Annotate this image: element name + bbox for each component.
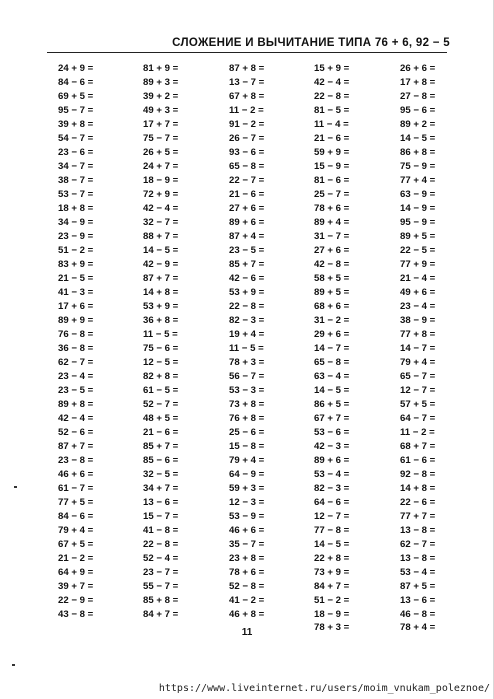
exercise-item: 76 + 8 = [229, 413, 265, 424]
exercise-item: 78 + 3 = [314, 622, 350, 633]
exercise-item: 95 − 9 = [400, 217, 436, 228]
exercise-item: 62 − 7 = [58, 357, 94, 368]
exercise-item: 14 − 5 = [314, 539, 350, 550]
exercise-item: 65 − 7 = [400, 371, 436, 382]
exercise-row [0, 426, 494, 439]
exercise-item: 48 + 5 = [143, 413, 179, 424]
exercise-item: 17 + 6 = [58, 301, 94, 312]
exercise-item: 53 + 9 = [229, 287, 265, 298]
exercise-row [0, 202, 494, 215]
exercise-item: 21 − 6 = [314, 133, 350, 144]
exercise-item: 56 − 7 = [229, 371, 265, 382]
exercise-item: 53 − 6 = [314, 427, 350, 438]
exercise-item: 18 + 8 = [58, 203, 94, 214]
exercise-item: 12 − 3 = [229, 497, 265, 508]
exercise-item: 42 − 4 = [143, 203, 179, 214]
title-underline [47, 52, 447, 53]
exercise-item: 23 − 4 = [400, 301, 436, 312]
exercise-item: 46 − 8 = [400, 609, 436, 620]
exercise-item: 11 − 2 = [400, 427, 435, 438]
exercise-item: 78 + 3 = [229, 357, 265, 368]
exercise-row [0, 174, 494, 187]
exercise-item: 81 + 9 = [143, 63, 179, 74]
exercise-item: 14 − 7 = [314, 343, 350, 354]
exercise-row [0, 118, 494, 131]
exercise-item: 21 − 4 = [400, 273, 436, 284]
exercise-item: 22 − 8 = [229, 301, 265, 312]
exercise-row [0, 328, 494, 341]
exercise-item: 85 + 7 = [229, 259, 265, 270]
exercise-item: 95 − 6 = [400, 105, 436, 116]
exercise-item: 68 + 6 = [314, 301, 350, 312]
exercise-item: 85 + 7 = [143, 441, 179, 452]
exercise-item: 13 − 6 = [400, 595, 436, 606]
exercise-item: 23 − 7 = [143, 567, 179, 578]
exercise-item: 89 + 5 = [400, 231, 436, 242]
exercise-item: 59 + 3 = [229, 483, 265, 494]
exercise-item: 14 + 8 = [400, 483, 436, 494]
exercise-item: 72 + 9 = [143, 189, 179, 200]
exercise-item: 85 − 6 = [143, 455, 179, 466]
exercise-item: 31 − 2 = [314, 315, 350, 326]
exercise-item: 46 + 6 = [58, 469, 94, 480]
exercise-item: 23 − 4 = [58, 371, 94, 382]
exercise-item: 55 − 7 = [143, 581, 179, 592]
exercise-row [0, 510, 494, 523]
exercise-item: 23 − 6 = [58, 147, 94, 158]
exercise-item: 65 − 8 = [229, 161, 265, 172]
scan-speck [14, 486, 17, 488]
exercise-item: 53 − 9 = [229, 511, 265, 522]
exercise-item: 23 − 5 = [229, 245, 265, 256]
exercise-row [0, 258, 494, 271]
exercise-item: 46 + 8 = [229, 609, 265, 620]
exercise-item: 22 − 9 = [58, 595, 94, 606]
exercise-item: 36 − 8 = [58, 343, 94, 354]
exercise-item: 41 − 8 = [143, 525, 179, 536]
exercise-row [0, 538, 494, 551]
exercise-item: 43 − 8 = [58, 609, 94, 620]
exercise-item: 34 + 7 = [143, 483, 179, 494]
exercise-item: 58 + 5 = [314, 273, 350, 284]
exercise-item: 23 − 5 = [58, 385, 94, 396]
exercise-item: 39 + 7 = [58, 581, 94, 592]
exercise-row [0, 76, 494, 89]
exercise-item: 89 + 4 = [314, 217, 350, 228]
exercise-item: 42 − 9 = [143, 259, 179, 270]
exercise-item: 53 − 4 = [314, 469, 350, 480]
exercise-item: 26 + 5 = [143, 147, 179, 158]
exercise-item: 32 − 7 = [143, 217, 179, 228]
exercise-item: 29 + 6 = [314, 329, 350, 340]
exercise-item: 49 + 6 = [400, 287, 436, 298]
exercise-item: 89 + 2 = [400, 119, 436, 130]
exercise-item: 81 − 5 = [314, 105, 350, 116]
exercise-item: 41 − 3 = [58, 287, 94, 298]
exercise-item: 78 + 4 = [400, 622, 436, 633]
exercise-item: 21 − 6 = [229, 189, 265, 200]
exercise-item: 89 + 6 = [229, 217, 265, 228]
exercise-item: 89 + 8 = [58, 399, 94, 410]
exercise-item: 57 + 5 = [400, 399, 436, 410]
exercise-item: 61 − 7 = [58, 483, 94, 494]
exercise-row [0, 132, 494, 145]
exercise-row [0, 230, 494, 243]
exercise-item: 69 + 5 = [58, 91, 94, 102]
exercise-item: 89 + 6 = [314, 455, 350, 466]
exercise-item: 13 − 8 = [400, 553, 436, 564]
exercise-item: 38 − 7 = [58, 175, 94, 186]
exercise-item: 52 − 4 = [143, 553, 179, 564]
exercise-item: 22 − 8 = [143, 539, 179, 550]
exercise-item: 61 − 5 = [143, 385, 179, 396]
exercise-item: 64 − 7 = [400, 413, 436, 424]
exercise-item: 79 + 4 = [229, 455, 265, 466]
exercise-item: 15 − 9 = [314, 161, 350, 172]
exercise-item: 77 + 5 = [58, 497, 94, 508]
exercise-item: 11 − 5 = [229, 343, 264, 354]
exercise-item: 22 + 8 = [314, 553, 350, 564]
exercise-row [0, 398, 494, 411]
exercise-item: 52 − 6 = [58, 427, 94, 438]
exercise-row [0, 524, 494, 537]
exercise-item: 12 − 7 = [400, 385, 436, 396]
exercise-item: 59 + 9 = [314, 147, 350, 158]
exercise-item: 81 − 6 = [314, 175, 350, 186]
exercise-item: 15 + 9 = [314, 63, 350, 74]
exercise-item: 14 + 8 = [143, 287, 179, 298]
exercise-item: 84 − 6 = [58, 511, 94, 522]
exercise-item: 78 + 6 = [229, 567, 265, 578]
exercise-row [0, 454, 494, 467]
exercise-item: 85 + 8 = [143, 595, 179, 606]
exercise-item: 79 + 4 = [58, 525, 94, 536]
exercise-item: 51 − 2 = [58, 245, 94, 256]
exercise-row [0, 104, 494, 117]
page-number: 11 [241, 627, 253, 638]
exercise-item: 75 − 7 = [143, 133, 179, 144]
exercise-item: 89 + 3 = [143, 77, 179, 88]
exercise-item: 27 + 6 = [229, 203, 265, 214]
exercise-item: 14 − 5 = [400, 133, 436, 144]
exercise-row [0, 244, 494, 257]
exercise-item: 34 − 9 = [58, 217, 94, 228]
exercise-item: 53 + 9 = [143, 301, 179, 312]
exercise-item: 67 + 5 = [58, 539, 94, 550]
exercise-row [0, 608, 494, 621]
exercise-row [0, 370, 494, 383]
exercise-row [0, 342, 494, 355]
exercise-item: 31 − 7 = [314, 231, 350, 242]
exercise-row [0, 314, 494, 327]
exercise-item: 24 + 9 = [58, 63, 94, 74]
exercise-item: 11 − 2 = [229, 105, 264, 116]
exercise-item: 86 + 5 = [314, 399, 350, 410]
exercise-item: 18 − 9 = [143, 175, 179, 186]
exercise-item: 49 + 3 = [143, 105, 179, 116]
exercise-item: 84 + 7 = [143, 609, 179, 620]
exercise-item: 78 + 6 = [314, 203, 350, 214]
exercise-item: 19 + 4 = [229, 329, 265, 340]
exercise-item: 84 − 6 = [58, 77, 94, 88]
exercise-row [0, 62, 494, 75]
exercise-item: 14 − 7 = [400, 343, 436, 354]
exercise-item: 76 − 8 = [58, 329, 94, 340]
exercise-item: 61 − 6 = [400, 455, 436, 466]
exercise-item: 23 − 9 = [58, 231, 94, 242]
exercise-item: 36 + 8 = [143, 315, 179, 326]
exercise-item: 64 − 6 = [314, 497, 350, 508]
exercise-item: 27 + 6 = [314, 245, 350, 256]
exercise-item: 22 − 5 = [400, 245, 436, 256]
exercise-item: 75 − 9 = [400, 161, 436, 172]
exercise-item: 84 + 7 = [314, 581, 350, 592]
exercise-item: 77 + 9 = [400, 259, 436, 270]
exercise-item: 87 + 7 = [58, 441, 94, 452]
exercise-item: 25 − 6 = [229, 427, 265, 438]
exercise-item: 41 − 2 = [229, 595, 265, 606]
exercise-item: 83 + 9 = [58, 259, 94, 270]
exercise-item: 25 − 7 = [314, 189, 350, 200]
exercise-item: 39 + 2 = [143, 91, 179, 102]
exercise-item: 21 − 5 = [58, 273, 94, 284]
exercise-item: 75 − 6 = [143, 343, 179, 354]
exercise-item: 51 − 2 = [314, 595, 350, 606]
exercise-item: 62 − 7 = [400, 539, 436, 550]
exercise-item: 52 − 8 = [229, 581, 265, 592]
exercise-item: 64 − 9 = [229, 469, 265, 480]
exercise-item: 77 + 8 = [400, 329, 436, 340]
exercise-item: 42 − 3 = [314, 441, 350, 452]
exercise-item: 38 − 9 = [400, 315, 436, 326]
exercise-row [0, 216, 494, 229]
exercise-item: 73 + 8 = [229, 399, 265, 410]
exercise-item: 23 − 8 = [58, 455, 94, 466]
exercise-item: 63 − 9 = [400, 189, 436, 200]
exercise-item: 24 + 7 = [143, 161, 179, 172]
exercise-row [0, 384, 494, 397]
exercise-item: 21 − 6 = [143, 427, 179, 438]
exercise-item: 87 + 7 = [143, 273, 179, 284]
exercise-item: 22 − 8 = [314, 91, 350, 102]
exercise-item: 35 − 7 = [229, 539, 265, 550]
exercise-item: 11 − 4 = [314, 119, 349, 130]
exercise-item: 67 + 7 = [314, 413, 350, 424]
exercise-item: 65 − 8 = [314, 357, 350, 368]
exercise-item: 86 + 8 = [400, 147, 436, 158]
exercise-row [0, 594, 494, 607]
exercise-item: 34 − 7 = [58, 161, 94, 172]
exercise-item: 26 + 6 = [400, 63, 436, 74]
exercise-row [0, 160, 494, 173]
exercise-item: 21 − 2 = [58, 553, 94, 564]
exercise-item: 79 + 4 = [400, 357, 436, 368]
exercise-item: 18 − 9 = [314, 609, 350, 620]
exercise-item: 82 − 3 = [229, 315, 265, 326]
exercise-item: 63 − 4 = [314, 371, 350, 382]
exercise-item: 15 − 7 = [143, 511, 179, 522]
exercise-item: 93 − 6 = [229, 147, 265, 158]
exercise-row [0, 272, 494, 285]
exercise-row [0, 146, 494, 159]
exercise-item: 27 − 8 = [400, 91, 436, 102]
exercise-item: 89 + 9 = [58, 315, 94, 326]
exercise-item: 17 + 7 = [143, 119, 179, 130]
exercise-row [0, 440, 494, 453]
exercise-item: 95 − 7 = [58, 105, 94, 116]
exercise-row [0, 356, 494, 369]
exercise-row [0, 580, 494, 593]
exercise-item: 87 + 4 = [229, 231, 265, 242]
exercise-item: 53 − 3 = [229, 385, 265, 396]
exercise-row [0, 412, 494, 425]
exercise-item: 14 − 5 = [314, 385, 350, 396]
exercise-item: 87 + 5 = [400, 581, 436, 592]
exercise-item: 14 − 5 = [143, 245, 179, 256]
exercise-item: 68 + 7 = [400, 441, 436, 452]
exercise-item: 67 + 8 = [229, 91, 265, 102]
exercise-item: 89 + 5 = [314, 287, 350, 298]
exercise-item: 26 − 7 = [229, 133, 265, 144]
exercise-row [0, 552, 494, 565]
exercise-row [0, 286, 494, 299]
exercise-item: 22 − 6 = [400, 497, 436, 508]
exercise-item: 52 − 7 = [143, 399, 179, 410]
exercise-item: 22 − 7 = [229, 175, 265, 186]
exercise-row [0, 566, 494, 579]
page-title: СЛОЖЕНИЕ И ВЫЧИТАНИЕ ТИПА 76 + 6, 92 − 5 [172, 37, 450, 49]
exercise-row [0, 468, 494, 481]
exercise-item: 64 + 9 = [58, 567, 94, 578]
scan-speck [12, 664, 15, 666]
exercise-item: 23 + 8 = [229, 553, 265, 564]
exercise-item: 39 + 8 = [58, 119, 94, 130]
exercise-item: 53 − 7 = [58, 189, 94, 200]
exercise-item: 13 − 8 = [400, 525, 436, 536]
exercise-item: 12 − 5 = [143, 357, 179, 368]
exercise-item: 32 − 5 = [143, 469, 179, 480]
exercise-row [0, 300, 494, 313]
exercise-item: 11 − 5 = [143, 329, 178, 340]
exercise-row [0, 90, 494, 103]
exercise-item: 42 − 8 = [314, 259, 350, 270]
exercise-row [0, 188, 494, 201]
exercise-item: 13 − 6 = [143, 497, 179, 508]
exercise-item: 17 + 8 = [400, 77, 436, 88]
exercise-item: 53 − 4 = [400, 567, 436, 578]
exercise-item: 92 − 8 = [400, 469, 436, 480]
exercise-item: 42 − 4 = [58, 413, 94, 424]
exercise-item: 77 + 4 = [400, 175, 436, 186]
exercise-item: 91 − 2 = [229, 119, 265, 130]
watermark-url: https://www.liveinternet.ru/users/moim_vnukam_poleznoe/ [158, 683, 490, 694]
exercise-item: 12 − 7 = [314, 511, 350, 522]
exercise-item: 42 − 6 = [229, 273, 265, 284]
exercise-item: 77 + 7 = [400, 511, 436, 522]
exercise-item: 46 + 6 = [229, 525, 265, 536]
exercise-item: 13 − 7 = [229, 77, 265, 88]
exercise-item: 82 − 3 = [314, 483, 350, 494]
exercise-item: 87 + 8 = [229, 63, 265, 74]
exercise-item: 73 + 9 = [314, 567, 350, 578]
exercise-item: 82 + 8 = [143, 371, 179, 382]
exercise-item: 54 − 7 = [58, 133, 94, 144]
exercise-item: 42 − 4 = [314, 77, 350, 88]
exercise-row [0, 482, 494, 495]
exercise-item: 88 + 7 = [143, 231, 179, 242]
exercise-row [0, 496, 494, 509]
exercise-item: 15 − 8 = [229, 441, 265, 452]
exercise-item: 14 − 9 = [400, 203, 436, 214]
exercise-item: 77 − 8 = [314, 525, 350, 536]
